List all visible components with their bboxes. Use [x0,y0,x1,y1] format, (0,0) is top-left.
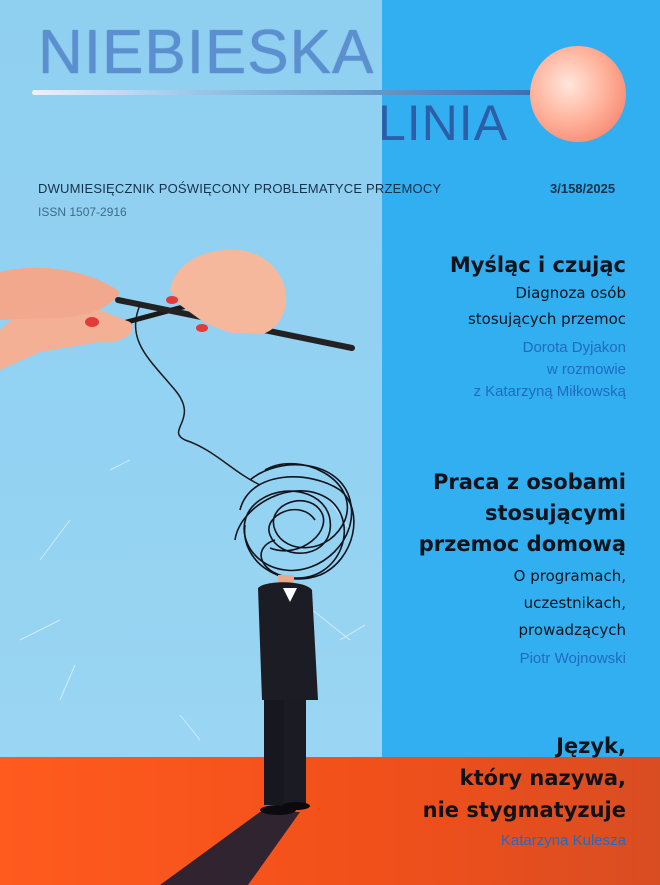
article-1[interactable] [450,250,626,403]
article-3-heading-line-1: Język, [556,734,626,758]
article-1-author-line-3: z Katarzyną Miłkowską [473,383,626,400]
article-3-heading-line-2: który nazywa, [459,766,626,790]
article-2-subheading-line-3: prowadzących [518,621,626,639]
article-1-author-line-2: w rozmowie [546,361,626,378]
article-3-author: Katarzyna Kulesza [500,832,626,849]
article-1-author-line-1: Dorota Dyjakon [522,339,626,356]
article-2-subheading-line-2: uczestnikach, [523,594,626,612]
article-2-heading-line-2: stosującymi [484,501,626,525]
issue-number: 3/158/2025 [550,181,616,196]
magazine-title-line1: NIEBIESKA [38,18,375,87]
article-3-heading-line-3: nie stygmatyzuje [422,798,626,822]
article-2-subheading-line-1: O programach, [513,567,626,585]
article-2-heading-line-1: Praca z osobami [432,470,626,494]
article-1-subheading-line-1: Diagnoza osób [515,284,626,302]
article-2-author: Piotr Wojnowski [519,650,626,667]
magazine-subtitle: DWUMIESIĘCZNIK POŚWIĘCONY PROBLEMATYCE PRZEMOCY [38,181,442,196]
article-1-heading-line: Myśląc i czując [449,253,626,277]
article-2-heading-line-3: przemoc domową [418,532,626,556]
article-1-subheading-line-2: stosujących przemoc [467,310,626,328]
issn: ISSN 1507-2916 [38,205,127,219]
article-3[interactable] [423,730,626,852]
magazine-title-line2: LINIA [378,95,509,151]
article-2[interactable] [419,467,626,670]
